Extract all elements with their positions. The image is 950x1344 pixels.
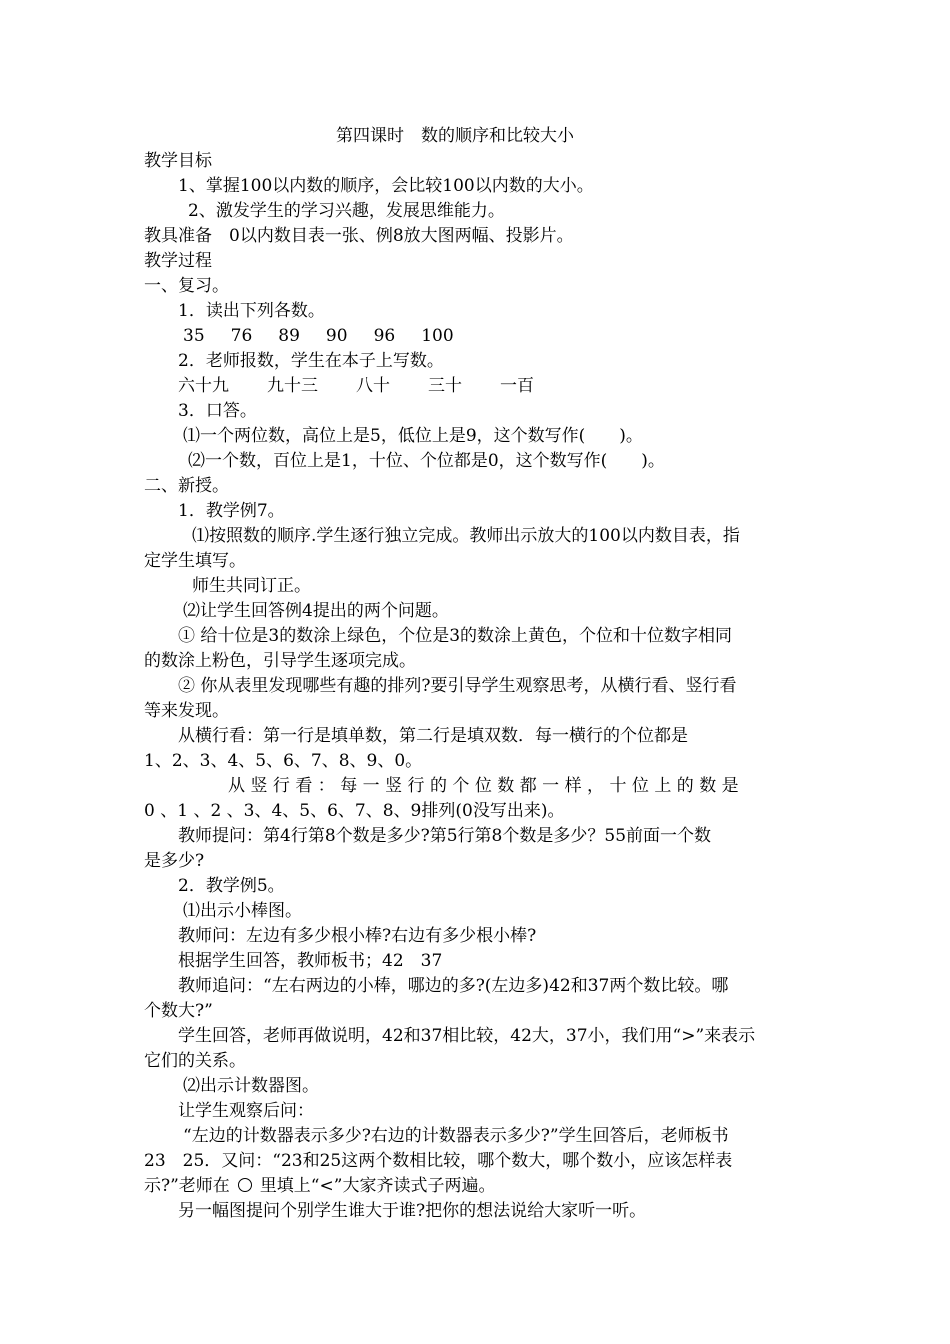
new-2-step1: ⑴出示小棒图。 xyxy=(183,901,302,921)
review-2-words xyxy=(178,374,572,398)
word-item: 九十三 xyxy=(267,376,318,396)
review-heading: 一、复习。 xyxy=(144,276,229,296)
new-1-question-line2: 是多少? xyxy=(144,851,205,871)
number-item: 89 xyxy=(278,326,300,346)
new-2-other-figure: 另一幅图提问个别学生谁大于谁?把你的想法说给大家听一听。 xyxy=(178,1201,647,1221)
new-1-col-line2: 0 、1 、2 、3、4、5、6、7、8、9排列(0没写出来)。 xyxy=(144,801,565,821)
new-2-teacher-ask: 教师问：左边有多少根小棒?右边有多少根小棒? xyxy=(178,926,537,946)
goal-2: 2、激发学生的学习兴趣，发展思维能力。 xyxy=(188,201,505,221)
word-item: 三十 xyxy=(428,376,462,396)
new-1-col-line1: 从竖行看：每一竖行的个位数都一样，十位上的数是 xyxy=(228,776,745,796)
new-1-step1-line2: 定学生填写。 xyxy=(144,551,246,571)
new-1-color-line1: ① 给十位是3的数涂上绿色，个位是3的数涂上黄色，个位和十位数字相同 xyxy=(178,626,733,646)
new-1-step1-line1: ⑴按照数的顺序.学生逐行独立完成。教师出示放大的100以内数目表，指 xyxy=(192,526,740,546)
new-2: 2．教学例5。 xyxy=(178,876,285,896)
lesson-title: 第四课时 数的顺序和比较大小 xyxy=(336,126,574,146)
new-2-board: 根据学生回答，教师板书；42 37 xyxy=(178,951,443,971)
new-heading: 二、新授。 xyxy=(144,476,229,496)
review-1: 1．读出下列各数。 xyxy=(178,301,325,321)
new-1-color-line2: 的数涂上粉色，引导学生逐项完成。 xyxy=(144,651,416,671)
goal-1: 1、掌握100以内数的顺序，会比较100以内数的大小。 xyxy=(178,176,594,196)
new-2-explain-line1: 学生回答，老师再做说明，42和37相比较，42大，37小，我们用“>”来表示 xyxy=(178,1026,756,1046)
review-3-q1: ⑴一个两位数，高位上是5，低位上是9，这个数写作( )。 xyxy=(183,426,643,446)
review-1-numbers xyxy=(183,324,480,348)
number-item: 100 xyxy=(421,326,454,346)
word-item: 八十 xyxy=(356,376,390,396)
word-item: 一百 xyxy=(500,376,534,396)
counter-line3-start: 示?”老师在 xyxy=(144,1176,230,1196)
new-1-step2: ⑵让学生回答例4提出的两个问题。 xyxy=(183,601,449,621)
new-1: 1．教学例7。 xyxy=(178,501,285,521)
new-2-step2: ⑵出示计数器图。 xyxy=(183,1076,319,1096)
number-item: 90 xyxy=(325,326,348,346)
review-2: 2．老师报数，学生在本子上写数。 xyxy=(178,351,444,371)
prep-line: 教具准备 0以内数目表一张、例8放大图两幅、投影片。 xyxy=(144,226,574,246)
counter-line3-end: 里填上“<”大家齐读式子两遍。 xyxy=(259,1176,496,1196)
new-1-row-line1: 从横行看：第一行是填单数，第二行是填双数．每一横行的个位都是 xyxy=(178,726,688,746)
new-2-explain-line2: 它们的关系。 xyxy=(144,1051,246,1071)
review-3: 3．口答。 xyxy=(178,401,257,421)
goal-heading: 教学目标 xyxy=(144,151,212,171)
new-1-find-line1: ② 你从表里发现哪些有趣的排列?要引导学生观察思考，从横行看、竖行看 xyxy=(178,676,737,696)
new-1-find-line2: 等来发现。 xyxy=(144,701,229,721)
word-item: 六十九 xyxy=(178,376,229,396)
new-2-observe: 让学生观察后问： xyxy=(178,1101,314,1121)
new-2-counter-line3 xyxy=(144,1174,495,1198)
new-1-correct: 师生共同订正。 xyxy=(192,576,311,596)
new-2-counter-line2: 23 25．又问：“23和25这两个数相比较，哪个数大，哪个数小，应该怎样表 xyxy=(144,1151,733,1171)
new-1-question-line1: 教师提问：第4行第8个数是多少?第5行第8个数是多少？55前面一个数 xyxy=(178,826,712,846)
number-item: 96 xyxy=(373,326,396,346)
circle-icon xyxy=(238,1178,252,1192)
new-1-row-line2: 1、2、3、4、5、6、7、8、9、0。 xyxy=(144,751,423,771)
process-heading: 教学过程 xyxy=(144,251,212,271)
number-item: 35 xyxy=(183,326,205,346)
review-3-q2: ⑵一个数，百位上是1，十位、个位都是0，这个数写作( )。 xyxy=(188,451,665,471)
new-2-counter-line1: “左边的计数器表示多少?右边的计数器表示多少?”学生回答后，老师板书 xyxy=(183,1126,729,1146)
number-item: 76 xyxy=(230,326,253,346)
new-2-followup-line2: 个数大?” xyxy=(144,1001,213,1021)
new-2-followup-line1: 教师追问：“左右两边的小棒，哪边的多?(左边多)42和37两个数比较。哪 xyxy=(178,976,729,996)
